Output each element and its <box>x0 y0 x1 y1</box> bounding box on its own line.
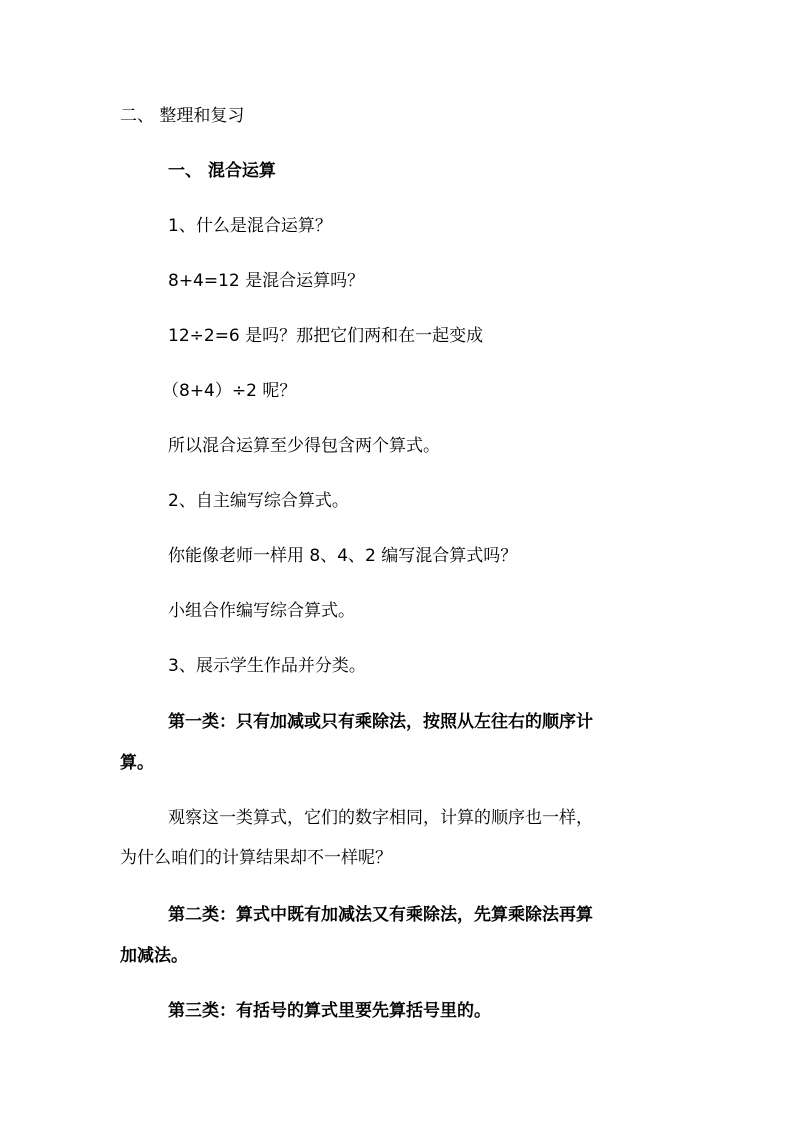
question-2-line-2: 小组合作编写综合算式。 <box>168 601 355 621</box>
question-1-conclusion: 所以混合运算至少得包含两个算式。 <box>168 436 440 456</box>
question-1-line-1: 8+4=12 是混合运算吗？ <box>168 271 365 291</box>
question-3: 3、展示学生作品并分类。 <box>168 656 366 676</box>
question-1: 1、什么是混合运算？ <box>168 216 332 236</box>
question-2: 2、自主编写综合算式。 <box>168 491 349 511</box>
category-1-line-2: 算。 <box>120 753 154 773</box>
sub-heading: 一、 混合运算 <box>168 161 276 181</box>
observation-line-2: 为什么咱们的计算结果却不一样呢？ <box>120 848 392 868</box>
section-heading: 二、 整理和复习 <box>120 106 245 126</box>
category-2-line-1: 第二类：算式中既有加减法又有乘除法，先算乘除法再算 <box>168 905 593 925</box>
observation-line-1: 观察这一类算式，它们的数字相同，计算的顺序也一样， <box>168 808 593 828</box>
question-2-line-1: 你能像老师一样用 8、4、2 编写混合算式吗？ <box>168 546 518 566</box>
category-2-line-2: 加减法。 <box>120 946 188 966</box>
question-1-line-2: 12÷2=6 是吗？那把它们两和在一起变成 <box>168 326 484 346</box>
question-1-line-3: （8+4）÷2 呢？ <box>162 381 297 401</box>
category-3: 第三类：有括号的算式里要先算括号里的。 <box>168 1001 491 1021</box>
category-1-line-1: 第一类：只有加减或只有乘除法，按照从左往右的顺序计 <box>168 712 593 732</box>
